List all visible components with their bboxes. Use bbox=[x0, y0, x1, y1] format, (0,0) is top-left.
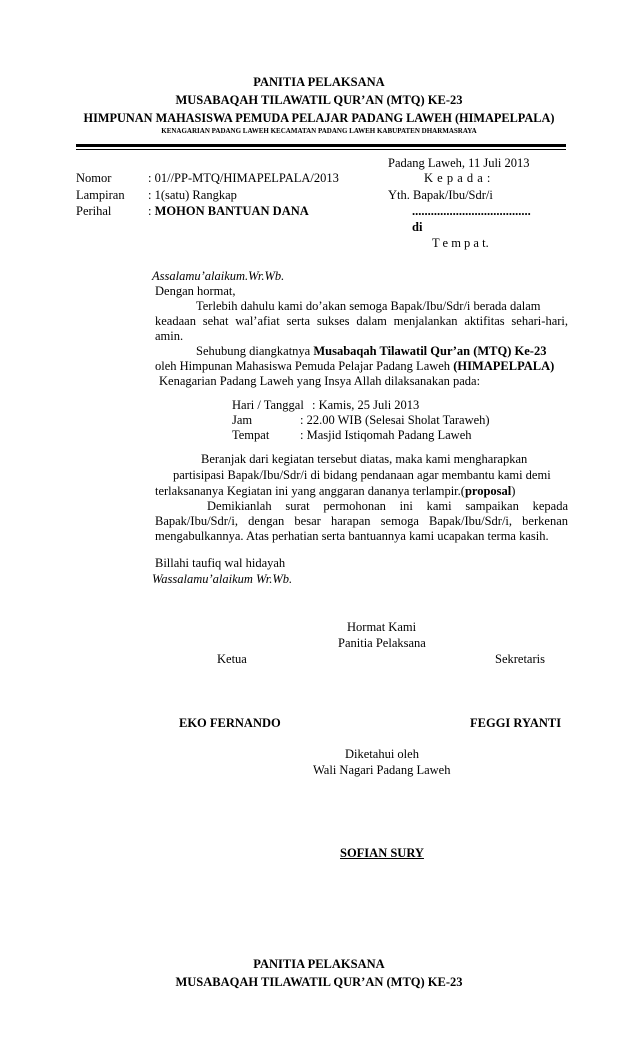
recipient-kepada: K e p a d a : bbox=[424, 171, 491, 185]
paragraph3-line3-text: terlaksananya Kegiatan ini yang anggaran dananya terlampir.( bbox=[155, 484, 465, 498]
paragraph2-line2-text: oleh Himpunan Mahasiswa Pemuda Pelajar Padang Laweh bbox=[155, 359, 454, 373]
schedule-time-label: Jam bbox=[232, 413, 253, 427]
perihal-colon: : bbox=[148, 204, 155, 218]
signature-panitia: Panitia Pelaksana bbox=[338, 636, 426, 650]
nomor-value: : 01//PP-MTQ/HIMAPELPALA/2013 bbox=[148, 171, 339, 185]
paragraph4-line2: Bapak/Ibu/Sdr/i, dengan besar harapan semoga Bapak/Ibu/Sdr/i, berkenan bbox=[155, 514, 568, 528]
paragraph2-line1 bbox=[196, 344, 546, 359]
header-event: MUSABAQAH TILAWATIL QUR’AN (MTQ) KE-23 bbox=[175, 93, 463, 107]
signature-sekretaris-title: Sekretaris bbox=[495, 652, 545, 666]
closing-hidayah: Billahi taufiq wal hidayah bbox=[155, 556, 286, 570]
letter-date: Padang Laweh, 11 Juli 2013 bbox=[388, 156, 530, 170]
recipient-dots: ...................................... bbox=[412, 204, 531, 218]
schedule-day-label: Hari / Tanggal bbox=[232, 398, 304, 412]
paragraph2-line1-text: Sehubung diangkatnya bbox=[196, 344, 314, 358]
header-rule-thin bbox=[76, 149, 566, 150]
approval-wali: Wali Nagari Padang Laweh bbox=[313, 763, 451, 777]
signature-ketua-title: Ketua bbox=[217, 652, 247, 666]
approval-diketahui: Diketahui oleh bbox=[345, 747, 419, 761]
recipient-yth: Yth. Bapak/Ibu/Sdr/i bbox=[388, 188, 493, 202]
header-rule-thick bbox=[76, 144, 566, 147]
lampiran-value: : 1(satu) Rangkap bbox=[148, 188, 237, 202]
paragraph2-line3: Kenagarian Padang Laweh yang Insya Allah dilaksanakan pada: bbox=[159, 374, 481, 388]
paragraph3-line2: partisipasi Bapak/Ibu/Sdr/i di bidang pendanaan agar membantu kami demi bbox=[173, 468, 551, 482]
header-address: KENAGARIAN PADANG LAWEH KECAMATAN PADANG LAWEH KABUPATEN DHARMASRAYA bbox=[161, 127, 477, 135]
closing-salam: Wassalamu’alaikum Wr.Wb. bbox=[152, 572, 293, 586]
schedule-day-value: : Kamis, 25 Juli 2013 bbox=[312, 398, 420, 412]
schedule-place-value: : Masjid Istiqomah Padang Laweh bbox=[300, 428, 472, 442]
paragraph3-line1: Beranjak dari kegiatan tersebut diatas, maka kami mengharapkan bbox=[201, 452, 528, 466]
lampiran-label: Lampiran bbox=[76, 188, 125, 202]
paragraph1-line1: Terlebih dahulu kami do’akan semoga Bapak/Ibu/Sdr/i berada dalam bbox=[196, 299, 541, 313]
signature-sekretaris-name: FEGGI RYANTI bbox=[470, 716, 562, 730]
paragraph2-line2 bbox=[155, 359, 554, 374]
footer-committee: PANITIA PELAKSANA bbox=[253, 957, 385, 971]
approval-wali-name: SOFIAN SURY bbox=[340, 846, 424, 860]
nomor-label: Nomor bbox=[76, 171, 112, 185]
event-name: Musabaqah Tilawatil Qur’an (MTQ) Ke-23 bbox=[313, 344, 547, 358]
recipient-di: di bbox=[412, 220, 423, 234]
paragraph1-line3: amin. bbox=[155, 329, 184, 343]
footer-event: MUSABAQAH TILAWATIL QUR’AN (MTQ) KE-23 bbox=[175, 975, 463, 989]
paragraph4-line3: mengabulkannya. Atas perhatian serta bantuannya kami ucapakan terma kasih. bbox=[155, 529, 549, 543]
signature-ketua-name: EKO FERNANDO bbox=[179, 716, 281, 730]
perihal-value: MOHON BANTUAN DANA bbox=[154, 204, 309, 218]
greeting-salam: Assalamu’alaikum.Wr.Wb. bbox=[152, 269, 285, 283]
header-organization: HIMPUNAN MAHASISWA PEMUDA PELAJAR PADANG LAWEH (HIMAPELPALA) bbox=[83, 111, 555, 125]
schedule-place-label: Tempat bbox=[232, 428, 270, 442]
greeting-hormat: Dengan hormat, bbox=[155, 284, 236, 298]
schedule-time-value: : 22.00 WIB (Selesai Sholat Taraweh) bbox=[300, 413, 490, 427]
signature-hormat-kami: Hormat Kami bbox=[347, 620, 417, 634]
paragraph1-line2: keadaan sehat wal’afiat serta sukses dalam menjalankan aktifitas sehari-hari, bbox=[155, 314, 568, 328]
recipient-tempat: T e m p a t. bbox=[432, 236, 489, 250]
perihal-line bbox=[148, 204, 309, 219]
paragraph3-close-paren: ) bbox=[511, 484, 516, 498]
paragraph4-line1: Demikianlah surat permohonan ini kami sampaikan kepada bbox=[207, 499, 568, 513]
perihal-label: Perihal bbox=[76, 204, 112, 218]
proposal-word: proposal bbox=[464, 484, 512, 498]
header-committee: PANITIA PELAKSANA bbox=[253, 75, 385, 89]
paragraph3-line3 bbox=[155, 484, 515, 499]
organization-abbr: (HIMAPELPALA) bbox=[453, 359, 555, 373]
